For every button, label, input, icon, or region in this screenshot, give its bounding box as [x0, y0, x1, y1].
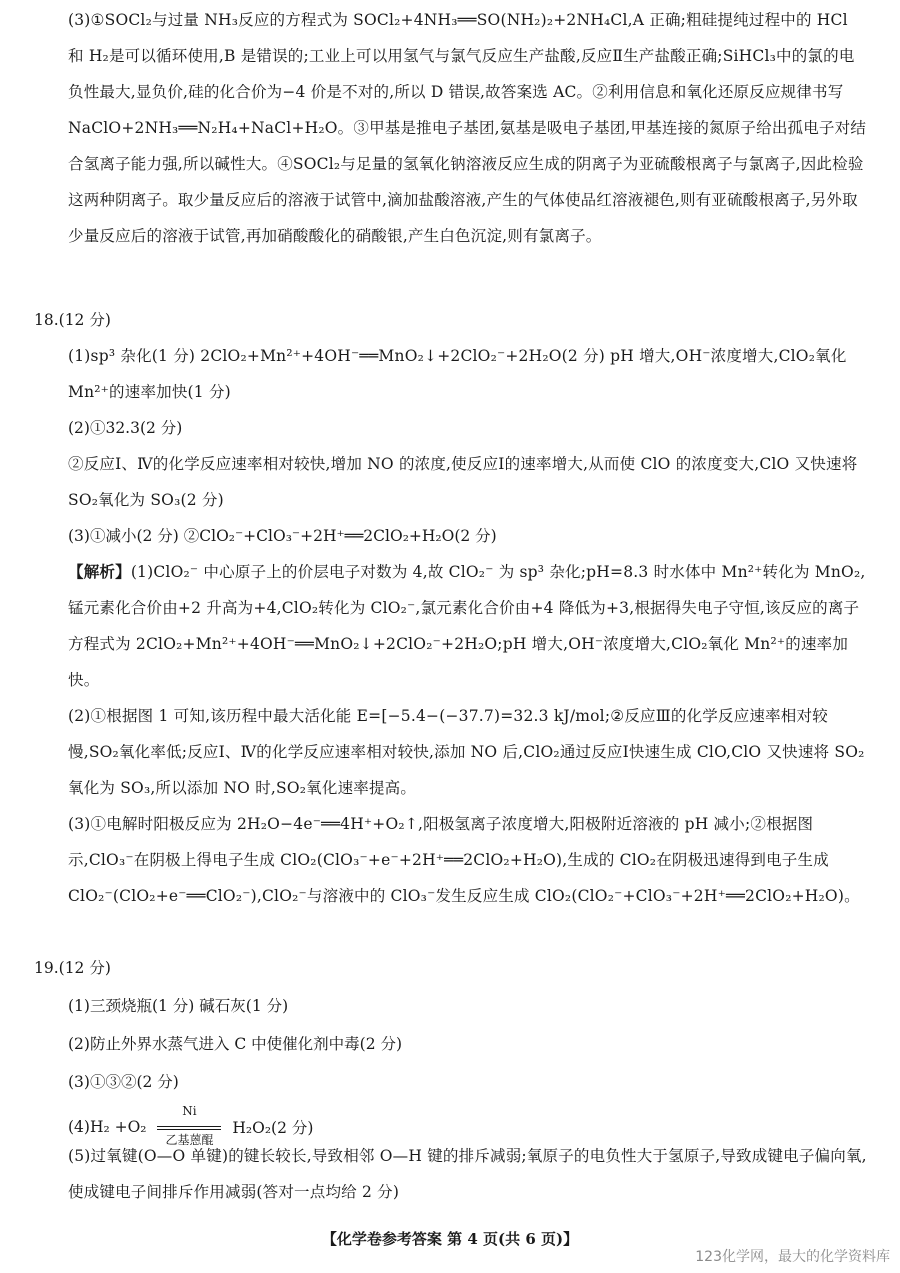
q19-part3-answer: (3)①③②(2 分) — [68, 1073, 179, 1091]
page-footer: 【化学卷参考答案 第 4 页(共 6 页)】 — [321, 1230, 579, 1248]
q17-part3-paragraph: (3)①SOCl₂与过量 NH₃反应的方程式为 SOCl₂+4NH₃══SO(NH₂)₂+2NH₄Cl,A 正确;粗硅提纯过程中的 HCl 和 H₂是可以循环使用,B 是错误的;工业上可以用氢气与氯气反应生产盐酸,反应Ⅱ生产盐酸正确;SiHCl₃中的氯的电负性最大,显负价,硅的化合价为−4 价是不对的,所以 D 错误,故答案选 AC。②利用信息和氧化还原反应规律书写 NaClO+2NH₃══N₂H₄+NaCl+H₂O。③甲基是推电子基团,氨基是吸电子基团,甲基连接的氮原子给出孤电子对结合氢离子能力强,所以碱性大。④SOCl₂与足量的氢氧化钠溶液反应生成的阴离子为亚硫酸根离子与氯离子,因此检验这两种阴离子。取少量反应后的溶液于试管中,滴加盐酸溶液,产生的气体使品红溶液褪色,则有亚硫酸根离子,另外取少量反应后的溶液于试管,再加硝酸酸化的硝酸银,产生白色沉淀,则有氯离子。 — [68, 11, 867, 245]
analysis-text-1: (1)ClO₂⁻ 中心原子上的价层电子对数为 4,故 ClO₂⁻ 为 sp³ 杂化;pH=8.3 时水体中 Mn²⁺转化为 MnO₂,锰元素化合价由+2 升高为+4,ClO₂转化为 ClO₂⁻,氯元素化合价由+4 降低为+3,根据得失电子守恒,该反应的离子方程式为 2ClO₂+Mn²⁺+4OH⁻══MnO₂↓+2ClO₂⁻+2H₂O;pH 增大,OH⁻浓度增大,ClO₂氧化 Mn²⁺的速率加快。 — [68, 563, 866, 689]
catalyst-bottom: 乙基蒽醌 — [165, 1133, 214, 1147]
equals-line-top — [157, 1126, 221, 1127]
catalyst-top: Ni — [182, 1104, 197, 1118]
equation-reactants: (4)H₂ +O₂ — [68, 1118, 147, 1136]
watermark: 123化学网，最大的化学资料库 — [695, 1249, 890, 1265]
q18-part2b-answer: ②反应Ⅰ、Ⅳ的化学反应速率相对较快,增加 NO 的浓度,使反应Ⅰ的速率增大,从而使 ClO 的浓度变大,ClO 又快速将 SO₂氧化为 SO₃(2 分) — [68, 455, 858, 509]
q18-analysis-part2: (2)①根据图 1 可知,该历程中最大活化能 E=[−5.4−(−37.7)=32.3 kJ/mol;②反应Ⅲ的化学反应速率相对较慢,SO₂氧化率低;反应Ⅰ、Ⅳ的化学反应速率相对较快,添加 NO 后,ClO₂通过反应Ⅰ快速生成 ClO,ClO 又快速将 SO₂氧化为 SO₃,所以添加 NO 时,SO₂氧化速率提高。 — [68, 707, 865, 797]
equation-products: H₂O₂(2 分) — [232, 1119, 314, 1137]
q18-part2a-answer: (2)①32.3(2 分) — [68, 419, 183, 437]
q18-analysis-part3: (3)①电解时阳极反应为 2H₂O−4e⁻══4H⁺+O₂↑,阳极氢离子浓度增大,阳极附近溶液的 pH 减小;②根据图示,ClO₃⁻在阴极上得电子生成 ClO₂(ClO₃⁻+e⁻+2H⁺══2ClO₂+H₂O),生成的 ClO₂在阴极迅速得到电子生成 ClO₂⁻(ClO₂+e⁻══ClO₂⁻),ClO₂⁻与溶液中的 ClO₃⁻发生反应生成 ClO₂(ClO₂⁻+ClO₃⁻+2H⁺══2ClO₂+H₂O)。 — [68, 815, 860, 905]
q18-analysis-part1 — [68, 554, 868, 698]
q19-part5-answer: (5)过氧键(O—O 单键)的键长较长,导致相邻 O—H 键的排斥减弱;氧原子的电负性大于氢原子,导致成键电子偏向氧,使成键电子间排斥作用减弱(答对一点均给 2 分) — [68, 1147, 867, 1201]
q19-heading: 19.(12 分) — [34, 959, 111, 977]
analysis-label: 【解析】 — [68, 562, 131, 581]
equals-line-bottom — [157, 1129, 221, 1130]
q18-part3-answer: (3)①减小(2 分) ②ClO₂⁻+ClO₃⁻+2H⁺══2ClO₂+H₂O(2 分) — [68, 527, 497, 545]
q19-part2-answer: (2)防止外界水蒸气进入 C 中使催化剂中毒(2 分) — [68, 1035, 403, 1053]
q18-heading: 18.(12 分) — [34, 311, 111, 329]
q19-part1-answer: (1)三颈烧瓶(1 分) 碱石灰(1 分) — [68, 997, 289, 1015]
q18-part1-answer: (1)sp³ 杂化(1 分) 2ClO₂+Mn²⁺+4OH⁻══MnO₂↓+2ClO₂⁻+2H₂O(2 分) pH 增大,OH⁻浓度增大,ClO₂氧化 Mn²⁺的速率加快(1 分) — [68, 347, 847, 401]
